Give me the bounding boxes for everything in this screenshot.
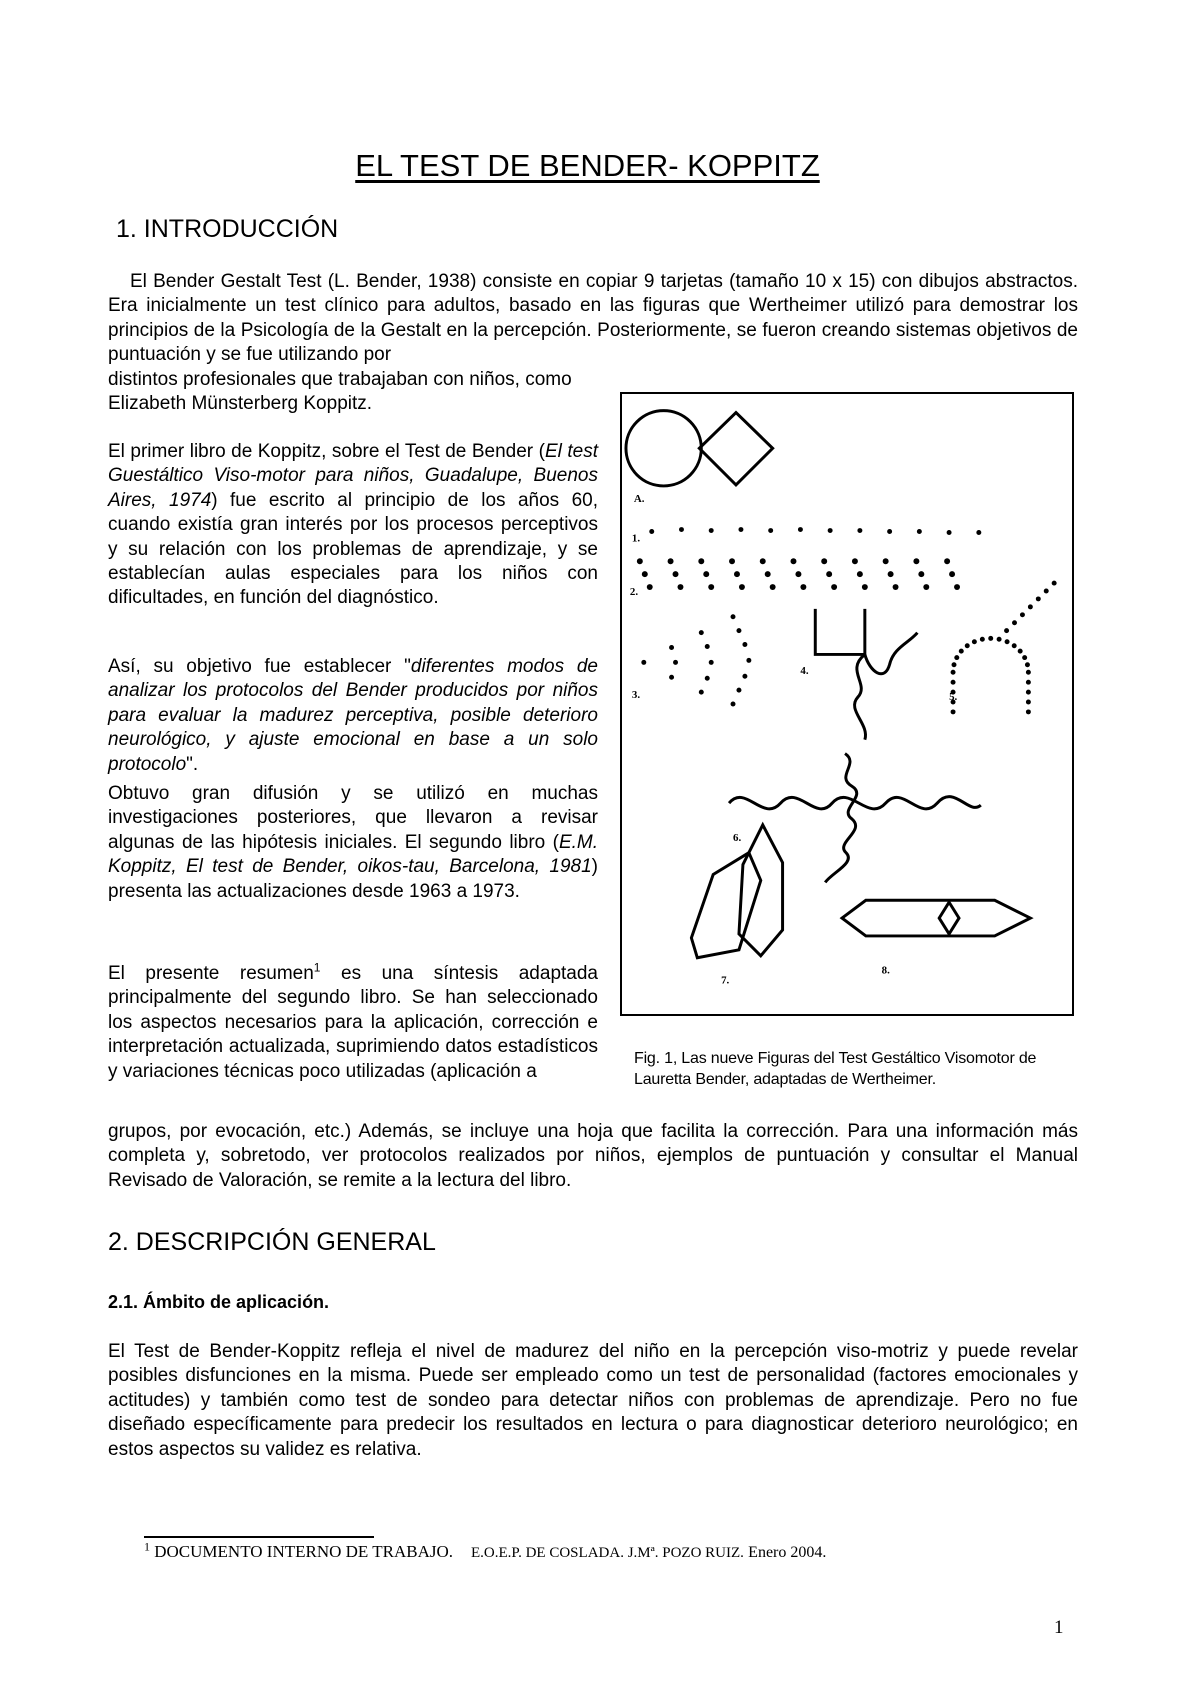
figure-5-arc-dot xyxy=(1025,662,1030,667)
figure-8-hexagon xyxy=(842,900,1030,936)
document-title: EL TEST DE BENDER- KOPPITZ xyxy=(355,148,820,183)
figure-2-dot xyxy=(826,571,832,577)
intro-paragraph-1-text: El Bender Gestalt Test (L. Bender, 1938) consiste en copiar 9 tarjetas (tamaño 10 x 15) con dibujos abstractos. Era inicialmente un test clínico para adultos, basado en las figuras que Wertheimer utilizó para demostrar los principios de la Psicología de la Gestalt en la percepción. Posteriormente, se fueron creando sistemas objetivos de puntuación y se fue utilizando por xyxy=(108,271,1078,366)
figure-2-dot xyxy=(760,558,766,564)
footnote-source: E.O.E.P. DE COSLADA. J.Mª. POZO RUIZ. xyxy=(471,1545,744,1561)
figure-2-dots xyxy=(637,558,960,590)
figure-5-arc-dot xyxy=(951,670,956,675)
section-heading-descripcion-general: 2. DESCRIPCIÓN GENERAL xyxy=(108,1228,436,1256)
figure-4-open-square xyxy=(815,609,865,655)
p3-text-b: ". xyxy=(186,753,199,775)
figure-5-side-dot xyxy=(1026,700,1031,705)
figure-2-dot xyxy=(647,584,653,590)
figure-2-dot xyxy=(708,584,714,590)
figure-label-7: 7. xyxy=(721,974,730,987)
footnote-date: Enero 2004. xyxy=(748,1544,827,1561)
p2-book-title: El test Guestáltico Viso-motor para niños, Guadalupe, Buenos Aires, 1974 xyxy=(108,441,598,511)
intro-paragraph-4 xyxy=(108,782,598,904)
figure-a-diamond xyxy=(699,413,772,485)
figure-2-dot xyxy=(831,584,837,590)
p5-text-b: es una síntesis adaptada principalmente del segundo libro. Se han seleccionado los aspectos necesarios para la aplicación, corrección e interpretación actualizada, suprimiendo datos estadísticos y variaciones técnicas poco utilizadas (aplicación a xyxy=(108,963,598,1082)
figure-2-dot xyxy=(765,571,771,577)
figure-2-dot xyxy=(642,571,648,577)
figure-7-hexagon-right xyxy=(739,825,783,956)
figure-5-stem-dot xyxy=(1020,612,1025,617)
intro-paragraph-5-continued: grupos, por evocación, etc.) Además, se incluye una hoja que facilita la corrección. Para una información más completa y, sobretodo, ver protocolos realizados por niños, ejemplos de puntuación y consultar el Manual Revisado de Valoración, se remite a la lectura del libro. xyxy=(108,1121,1078,1191)
p4-text-b: ) presenta las actualizaciones desde 1963 a 1973. xyxy=(108,856,598,902)
page-number: 1 xyxy=(1054,1617,1064,1638)
intro-paragraph-5 xyxy=(108,962,598,1084)
figure-2-dot xyxy=(791,558,797,564)
figure-5-arc-dot xyxy=(988,636,993,641)
figure-2-dot xyxy=(883,558,889,564)
figure-5-arc-dot xyxy=(1005,639,1010,644)
p2-text-b: ) fue escrito al principio de los años 60, cuando existía gran interés por los procesos perceptivos y su relación con los problemas de aprendizaje, y se establecían aulas especiales para los niños con dificultades, en función del diagnóstico. xyxy=(108,489,598,609)
figure-8-diamond xyxy=(939,902,959,934)
figure-2-dot xyxy=(739,584,745,590)
section-heading-introduccion: 1. INTRODUCCIÓN xyxy=(116,215,339,243)
figure-5-arc-dot xyxy=(1018,649,1023,654)
footnote-mark: 1 xyxy=(144,1539,150,1554)
figure-5-arc-dot xyxy=(965,643,970,648)
figure-2-dot xyxy=(913,558,919,564)
footnote-separator xyxy=(144,1536,374,1538)
figure-2-dot xyxy=(954,584,960,590)
figure-1-dots xyxy=(649,527,981,535)
figure-3-dots xyxy=(641,614,751,706)
figure-2-dot xyxy=(918,571,924,577)
intro-paragraph-3 xyxy=(108,655,598,777)
figure-2-dot xyxy=(944,558,950,564)
intro-paragraph-1-tail: distintos profesionales que trabajaban con niños, como Elizabeth Münsterberg Koppitz. xyxy=(108,369,572,415)
figure-2-dot xyxy=(770,584,776,590)
figure-2-dot xyxy=(703,571,709,577)
figure-label-2: 2. xyxy=(629,585,639,598)
intro-paragraph-1 xyxy=(108,270,1078,368)
figure-2-dot xyxy=(673,571,679,577)
figure-5-arc-dot xyxy=(1026,670,1031,675)
figure-5-dots xyxy=(951,581,1057,715)
figure-label-6: 6. xyxy=(733,831,742,844)
figure-2-dot xyxy=(857,571,863,577)
figure-5-arc-dot xyxy=(972,639,977,644)
figure-5-arc-dot xyxy=(952,662,957,667)
figure-label-8: 8. xyxy=(881,964,890,977)
figure-2-dot xyxy=(734,571,740,577)
figure-5-side-dot xyxy=(951,680,956,685)
intro-paragraph-2 xyxy=(108,440,598,611)
figure-5-arc-dot xyxy=(980,637,985,642)
figure-label-5: 5. xyxy=(949,691,958,704)
figure-5-arc-dot xyxy=(997,637,1002,642)
figure-4-curve-down xyxy=(855,654,866,739)
figure-label-a: A. xyxy=(633,492,645,505)
figure-2-dot xyxy=(862,584,868,590)
figure-2-dot xyxy=(888,571,894,577)
figure-2-dot xyxy=(852,558,858,564)
figure-2-dot xyxy=(893,584,899,590)
figure-2-dot xyxy=(678,584,684,590)
figure-2-dot xyxy=(729,558,735,564)
figure-2-dot xyxy=(637,558,643,564)
figure-5-stem-dot xyxy=(1028,604,1033,609)
figure-5-side-dot xyxy=(1026,680,1031,685)
figure-5-arc-dot xyxy=(959,649,964,654)
figure-7-hexagon-left xyxy=(691,853,760,958)
figure-2-dot xyxy=(698,558,704,564)
ambito-paragraph: El Test de Bender-Koppitz refleja el nivel de madurez del niño en la percepción viso-motriz y puede revelar posibles disfunciones en la misma. Puede ser empleado como un test de personalidad (factores emocionales y actitudes) y también como test de sondeo para detectar niños con problemas de aprendizaje. Pero no fue diseñado específicamente para predecir los resultados en lectura o para diagnosticar deterioro neurológico; en estos aspectos su validez es relativa. xyxy=(108,1341,1078,1460)
figure-2-dot xyxy=(668,558,674,564)
p3-quote: diferentes modos de analizar los protocolos del Bender producidos por niños para evaluar la madurez perceptiva, posible deterioro neurológico, y ajuste emocional en base a un solo protocolo xyxy=(108,656,599,775)
p3-text-a: Así, su objetivo fue establecer " xyxy=(108,656,411,677)
p2-text-a: El primer libro de Koppitz, sobre el Test de Bender ( xyxy=(108,441,545,462)
bender-figures-image xyxy=(620,392,1074,1016)
p5-text-a: El presente resumen xyxy=(108,963,314,984)
figure-5-stem-dot xyxy=(1052,581,1057,586)
figure-label-1: 1. xyxy=(631,532,641,545)
figure-5-stem-dot xyxy=(1012,620,1017,625)
figure-2-dot xyxy=(821,558,827,564)
figure-5-side-dot xyxy=(951,709,956,714)
figure-5-stem-dot xyxy=(1036,596,1041,601)
footnote xyxy=(144,1539,827,1562)
figure-2-dot xyxy=(795,571,801,577)
figure-5-arc-dot xyxy=(1022,655,1027,660)
figure-5-stem-dot xyxy=(1044,589,1049,594)
footnote-reference[interactable]: 1 xyxy=(313,960,321,975)
figure-label-3: 3. xyxy=(631,689,641,702)
footnote-text: DOCUMENTO INTERNO DE TRABAJO. xyxy=(154,1542,454,1561)
figure-a-circle xyxy=(626,411,701,486)
figure-2-dot xyxy=(949,571,955,577)
figure-2-dot xyxy=(800,584,806,590)
figure-5-side-dot xyxy=(1026,709,1031,714)
figure-2-dot xyxy=(923,584,929,590)
p4-book-citation: E.M. Koppitz, El test de Bender, oikos-tau, Barcelona, 1981 xyxy=(108,831,598,878)
figure-5-arc-dot xyxy=(1012,643,1017,648)
figure-label-4: 4. xyxy=(800,665,809,678)
figure-5-stem-dot xyxy=(1004,628,1009,633)
subsection-heading-ambito: 2.1. Ámbito de aplicación. xyxy=(108,1292,330,1312)
figure-caption: Fig. 1, Las nueve Figuras del Test Gestáltico Visomotor de Lauretta Bender, adaptadas de Wertheimer. xyxy=(634,1050,1037,1088)
figure-5-arc-dot xyxy=(954,655,959,660)
p4-text-a: Obtuvo gran difusión y se utilizó en muchas investigaciones posteriores, que llevaron a revisar algunas de las hipótesis iniciales. El segundo libro ( xyxy=(108,783,598,853)
figure-5-side-dot xyxy=(1026,690,1031,695)
figure-6-vertical-wave xyxy=(825,754,857,883)
bender-figures-drawing xyxy=(622,394,1072,1014)
figure-4-curve-right xyxy=(865,633,918,674)
